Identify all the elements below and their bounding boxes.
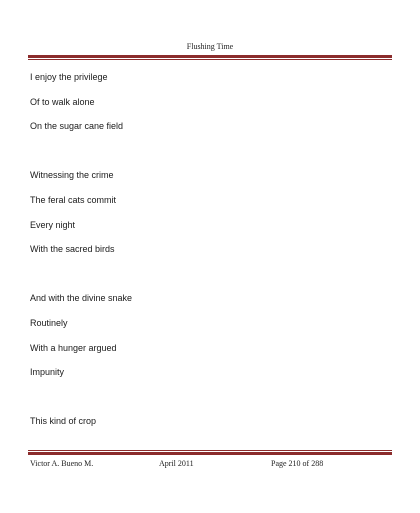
header-rule-thin bbox=[28, 59, 392, 60]
poem-line: This kind of crop bbox=[30, 416, 97, 427]
poem-line: Routinely bbox=[30, 317, 68, 328]
footer-rule-thin bbox=[28, 450, 392, 451]
poem-line: And with the divine snake bbox=[30, 293, 133, 304]
footer-date: April 2011 bbox=[159, 459, 194, 468]
header-rule-thick bbox=[28, 55, 392, 58]
page-header-title: Flushing Time bbox=[186, 42, 234, 51]
poem-line: With the sacred birds bbox=[30, 244, 115, 255]
poem-line: Of to walk alone bbox=[30, 96, 95, 107]
header-rule bbox=[28, 55, 392, 60]
poem-line: I enjoy the privilege bbox=[30, 72, 108, 82]
footer-rule bbox=[28, 450, 392, 455]
poem-body bbox=[30, 71, 390, 440]
poem-line: Every night bbox=[30, 219, 76, 230]
stanza-break bbox=[30, 145, 390, 170]
poem-line: With a hunger argued bbox=[30, 342, 117, 353]
footer-author: Victor A. Bueno M. bbox=[30, 459, 94, 468]
poem-line: The feral cats commit bbox=[30, 194, 117, 205]
footer-page-number: Page 210 of 288 bbox=[271, 459, 324, 468]
poem-line: Witnessing the crime bbox=[30, 170, 114, 181]
poem-line: On the sugar cane field bbox=[30, 121, 124, 132]
footer-rule-thick bbox=[28, 452, 392, 455]
stanza-break bbox=[30, 391, 390, 416]
poem-line: Impunity bbox=[30, 367, 65, 378]
stanza-break bbox=[30, 268, 390, 293]
